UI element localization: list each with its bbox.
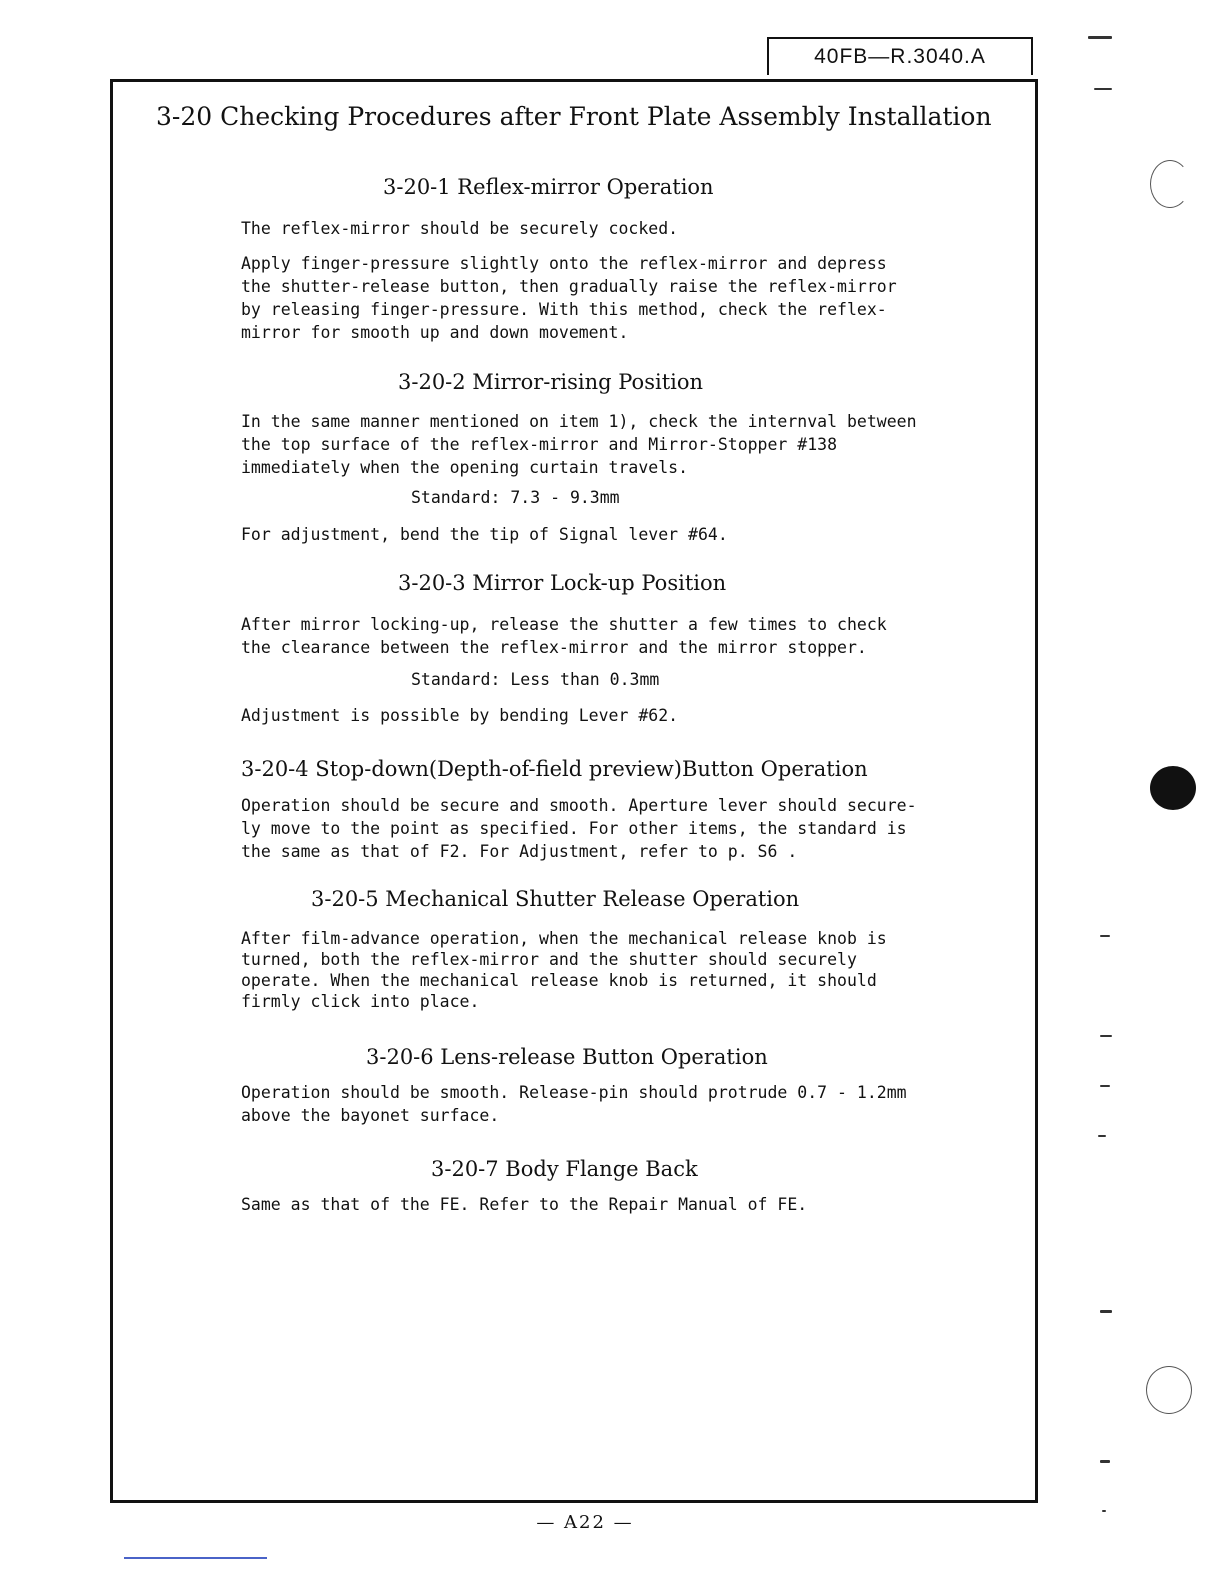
section-3-20-4-paragraph: Operation should be secure and smooth. Aperture lever should secure- ly move to the point as specified. For other items, the standard is the same as that of F2. For Adjustment, refer to p. S6 . bbox=[241, 796, 917, 861]
scan-speck bbox=[1102, 1510, 1106, 1512]
punch-hole-bottom bbox=[1146, 1366, 1192, 1414]
section-heading-3-20-5: 3-20-5 Mechanical Shutter Release Operation bbox=[311, 887, 800, 911]
scan-underline-mark bbox=[124, 1557, 267, 1559]
section-3-20-3-note: Adjustment is possible by bending Lever #62. bbox=[241, 706, 679, 725]
punch-hole-blot bbox=[1150, 766, 1196, 810]
scan-speck bbox=[1100, 935, 1110, 937]
document-code: 40FB—R.3040.A bbox=[767, 37, 1033, 75]
section-heading-3-20-6: 3-20-6 Lens-release Button Operation bbox=[366, 1045, 768, 1069]
section-3-20-2-note: For adjustment, bend the tip of Signal lever #64. bbox=[241, 525, 728, 544]
page-number: — A22 — bbox=[536, 1512, 634, 1533]
section-heading-3-20-3: 3-20-3 Mirror Lock-up Position bbox=[398, 571, 727, 595]
section-3-20-2-paragraph: In the same manner mentioned on item 1), check the internval between the top surface of the reflex-mirror and Mirror-Stopper #138 immediately when the opening curtain travels. bbox=[241, 412, 917, 477]
section-heading-3-20-4: 3-20-4 Stop-down(Depth-of-field preview)Button Operation bbox=[241, 757, 868, 781]
scan-speck bbox=[1100, 1085, 1110, 1087]
punch-hole-top bbox=[1150, 160, 1190, 208]
section-3-20-3-standard: Standard: Less than 0.3mm bbox=[411, 670, 660, 689]
section-3-20-5-paragraph: After film-advance operation, when the mechanical release knob is turned, both the reflex-mirror and the shutter should securely operate. When the mechanical release knob is returned, it should firmly click into place. bbox=[241, 929, 887, 1011]
section-heading-3-20-1: 3-20-1 Reflex-mirror Operation bbox=[383, 175, 714, 199]
section-3-20-1-paragraph-2: Apply finger-pressure slightly onto the reflex-mirror and depress the shutter-release button, then gradually raise the reflex-mirror by releasing finger-pressure. With this method, check the reflex- mirror for smooth up and down movement. bbox=[241, 254, 897, 342]
section-3-20-3-paragraph: After mirror locking-up, release the shutter a few times to check the clearance between the reflex-mirror and the mirror stopper. bbox=[241, 615, 887, 657]
section-3-20-2-standard: Standard: 7.3 - 9.3mm bbox=[411, 488, 620, 507]
section-3-20-1-paragraph-1: The reflex-mirror should be securely cocked. bbox=[241, 219, 679, 238]
section-heading-3-20-2: 3-20-2 Mirror-rising Position bbox=[398, 370, 704, 394]
scan-speck bbox=[1100, 1460, 1110, 1463]
scan-speck bbox=[1100, 1035, 1112, 1037]
scan-speck bbox=[1094, 88, 1112, 90]
section-3-20-7-paragraph: Same as that of the FE. Refer to the Repair Manual of FE. bbox=[241, 1195, 808, 1214]
section-heading-3-20-7: 3-20-7 Body Flange Back bbox=[431, 1157, 698, 1181]
page-title: 3-20 Checking Procedures after Front Plate Assembly Installation bbox=[156, 102, 992, 131]
scan-speck bbox=[1100, 1310, 1112, 1313]
scan-speck bbox=[1088, 36, 1112, 39]
scan-speck bbox=[1098, 1135, 1106, 1137]
section-3-20-6-paragraph: Operation should be smooth. Release-pin should protrude 0.7 - 1.2mm above the bayonet surface. bbox=[241, 1083, 907, 1125]
